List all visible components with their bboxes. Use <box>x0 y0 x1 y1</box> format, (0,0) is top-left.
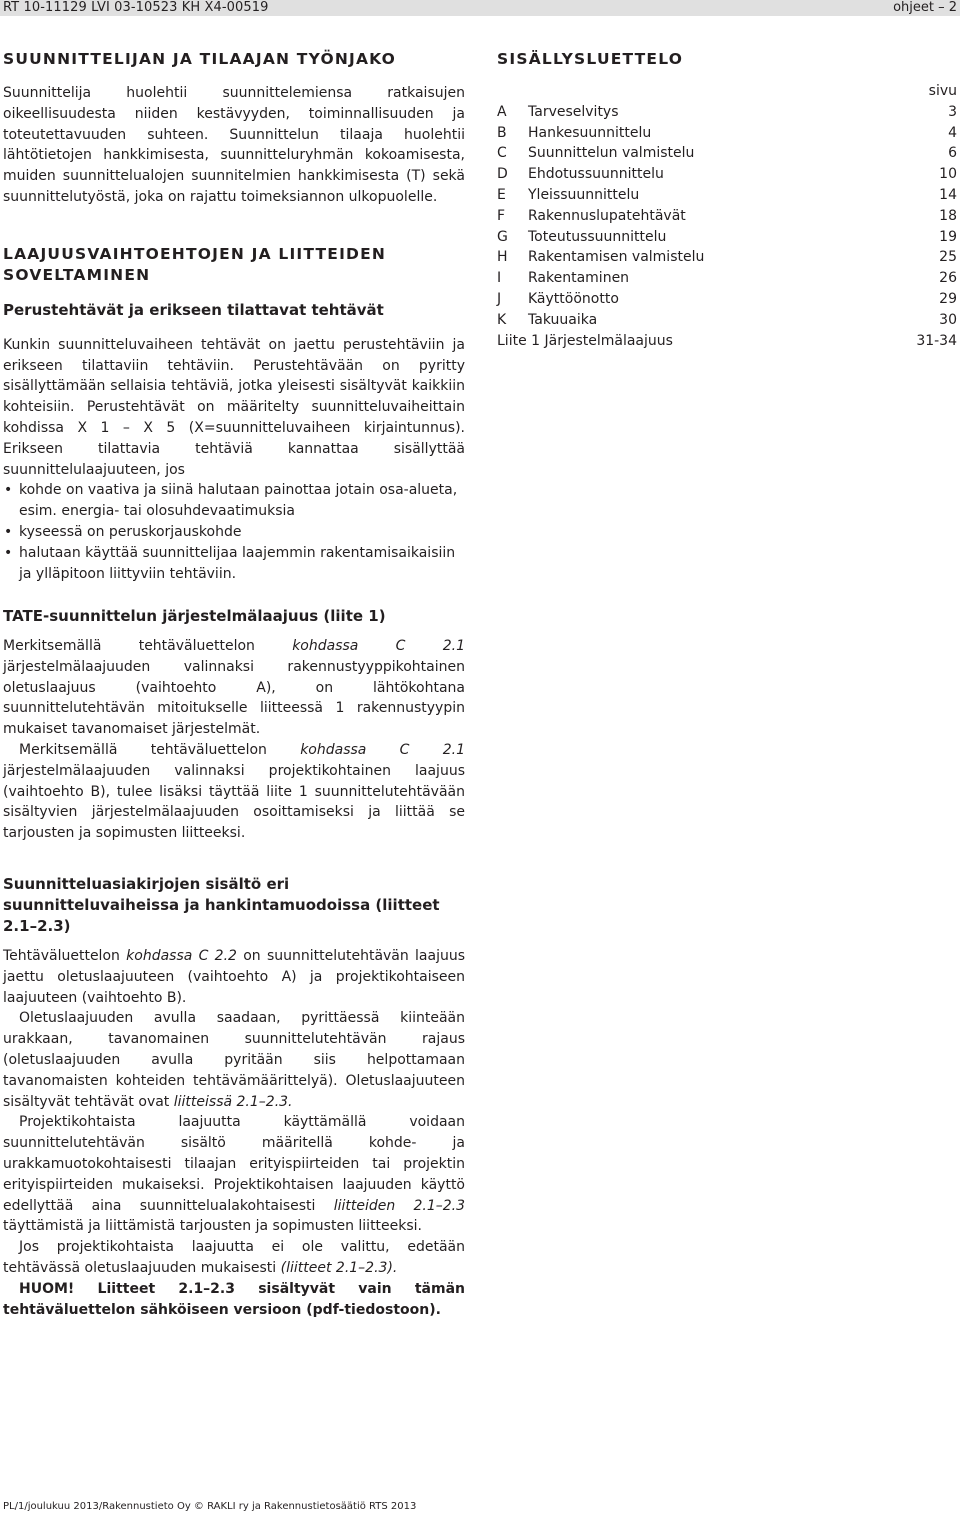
bullet-list <box>3 480 465 584</box>
toc-code: J <box>497 290 502 307</box>
toc-page: 10 <box>939 166 957 183</box>
paragraph-docs-4: Jos projektikohtaista laajuutta ei ole valittu, edetään tehtävässä oletuslaajuuden mukaisesti (liitteet 2.1–2.3). <box>3 1239 465 1276</box>
toc-row <box>497 143 957 164</box>
toc-row <box>497 268 957 289</box>
toc-row <box>497 247 957 268</box>
list-item: • halutaan käyttää suunnittelijaa laajemmin rakentamisaikaisiin ja ylläpitoon liittyviin tehtäviin. <box>3 543 465 585</box>
toc-label: Takuuaika <box>528 311 598 328</box>
toc-row <box>497 102 957 123</box>
toc-page: 19 <box>939 228 957 245</box>
page-header <box>0 0 960 16</box>
toc-label: Rakentamisen valmistelu <box>528 249 705 266</box>
toc-title: SISÄLLYSLUETTELO <box>497 50 684 68</box>
subheading-tate: TATE-suunnittelun järjestelmälaajuus (liite 1) <box>3 607 386 625</box>
toc-row <box>497 123 957 144</box>
toc-header-row <box>497 81 957 102</box>
toc-label: Suunnittelun valmistelu <box>528 145 695 162</box>
toc-row <box>497 206 957 227</box>
toc-page: 6 <box>948 145 957 162</box>
toc-page: 30 <box>939 311 957 328</box>
toc-label: Ehdotussuunnittelu <box>528 166 664 183</box>
toc-page: 14 <box>939 186 957 203</box>
page-number: ohjeet – 2 <box>893 0 957 15</box>
toc-row <box>497 289 957 310</box>
toc-page: 25 <box>939 249 957 266</box>
toc-code: E <box>497 186 506 203</box>
toc-page: 4 <box>948 124 957 141</box>
paragraph-tate-2: Merkitsemällä tehtäväluettelon kohdassa C 2.1 järjestelmälaajuuden valinnaksi projektikohtainen laajuus (vaihtoehto B), tulee lisäksi täyttää liite 1 suunnittelutehtävään sisältyvien järjestelmälaajuuden osoittamiseksi ja liittää se tarjousten ja sopimusten liitteeksi. <box>3 741 465 842</box>
toc-label: Rakentaminen <box>528 270 630 287</box>
toc-row <box>497 185 957 206</box>
toc-label: Yleissuunnittelu <box>528 186 640 203</box>
toc-page: 26 <box>939 270 957 287</box>
list-item: • kohde on vaativa ja siinä halutaan painottaa jotain osa-alueta, esim. energia- tai olosuhdevaatimuksia <box>3 480 465 522</box>
toc-code: C <box>497 145 507 162</box>
subheading-perustehtavat: Perustehtävät ja erikseen tilattavat tehtävät <box>3 300 384 319</box>
toc-table <box>497 81 957 351</box>
table-of-contents <box>497 49 957 351</box>
toc-row <box>497 227 957 248</box>
subheading-asiakirjat: Suunnitteluasiakirjojen sisältö eri suunnitteluvaiheissa ja hankintamuodoissa (liitteet 2.1–2.3) <box>3 874 440 935</box>
toc-code: I <box>497 270 502 287</box>
page-footer: PL/1/joulukuu 2013/Rakennustieto Oy © RAKLI ry ja Rakennustietosäätiö RTS 2013 <box>3 1501 417 1512</box>
toc-code: G <box>497 228 508 245</box>
toc-row-appendix <box>497 331 957 352</box>
paragraph-perustehtavat: Kunkin suunnitteluvaiheen tehtävät on jaettu perustehtäviin ja erikseen tilattaviin tehtäviin. Perustehtävään on pyritty sisällyttämään sellaisia tehtäviä, jotka yleisesti sisältyvät kaikkiin kohteisiin. Perustehtävät on määritelty suunnitteluvaiheittain kohdissa X 1 – X 5 (X=suunnitteluvaiheen kirjaintunnus). Erikseen tilattavia tehtäviä kannattaa sisällyttää suunnittelulaajuuteen, jos <box>3 336 465 478</box>
toc-code: A <box>497 103 507 120</box>
toc-label: Liite 1 Järjestelmälaajuus <box>497 332 673 349</box>
section-heading-laajuus: LAAJUUSVAIHTOEHTOJEN JA LIITTEIDEN SOVELTAMINEN <box>3 244 387 284</box>
toc-label: Hankesuunnittelu <box>528 124 652 141</box>
toc-page-header: sivu <box>928 83 957 99</box>
toc-code: D <box>497 166 508 183</box>
paragraph-docs-1: Tehtäväluettelon kohdassa C 2.2 on suunnittelutehtävän laajuus jaettu oletuslaajuuteen (vaihtoehto A) ja projektikohtaiseen laajuuteen (vaihtoehto B). <box>3 947 466 1006</box>
paragraph-tyonjako: Suunnittelija huolehtii suunnittelemiensa ratkaisujen oikeellisuudesta niiden kestävyyden, toiminnallisuuden ja toteutettavuuden suhteen. Suunnittelun tilaaja huolehtii lähtötietojen hankkimisesta, suunnitteluryhmän kokoamisesta, muiden suunnittelualojen suunnitelmien hankkimisesta (T) sekä suunnittelutyöstä, joka on rajattu toimeksiannon ulkopuolelle. <box>3 85 465 205</box>
list-item: • kyseessä on peruskorjauskohde <box>3 522 465 543</box>
left-column <box>3 49 465 584</box>
toc-page: 31-34 <box>916 332 957 349</box>
toc-code: F <box>497 207 506 224</box>
bottom-column <box>3 606 465 1320</box>
paragraph-docs-2: Oletuslaajuuden avulla saadaan, pyrittäessä kiinteään urakkaan, tavanomainen suunnittelutehtävän rajaus (oletuslaajuuden avulla pyritään siis helpottamaan tavanomaisten kohteiden tehtävämäärittelyä). Oletuslaajuuteen sisältyvät tehtävät ovat liitteissä 2.1–2.3. <box>3 1010 465 1110</box>
toc-label: Rakennuslupatehtävät <box>528 207 686 224</box>
toc-code: B <box>497 124 507 141</box>
document-codes: RT 10-11129 LVI 03-10523 KH X4-00519 <box>3 0 269 15</box>
paragraph-tate-1: Merkitsemällä tehtäväluettelon kohdassa C 2.1 järjestelmälaajuuden valinnaksi rakennustyyppikohtainen oletuslaajuus (vaihtoehto A), on lähtökohtana suunnittelutehtävän mitoitukselle liitteessä 1 rakennustyypin mukaiset tavanomaiset järjestelmät. <box>3 638 465 738</box>
paragraph-docs-3: Projektikohtaista laajuutta käyttämällä voidaan suunnittelutehtävän sisältö määritellä kohde- ja urakkamuotokohtaisesti tilaajan erityispiirteiden tai projektin erityispiirteiden mukaiseksi. Projektikohtaisen laajuuden käyttö edellyttää aina suunnittelualakohtaisesti liitteiden 2.1–2.3 täyttämistä ja liittämistä tarjousten ja sopimusten liitteeksi. <box>3 1114 465 1235</box>
toc-page: 18 <box>939 207 957 224</box>
toc-label: Käyttöönotto <box>528 290 619 307</box>
toc-code: K <box>497 311 507 328</box>
toc-page: 29 <box>939 290 957 307</box>
toc-code: H <box>497 249 508 266</box>
toc-label: Toteutussuunnittelu <box>528 228 667 245</box>
toc-page: 3 <box>948 103 957 120</box>
section-heading-tyonjako: SUUNNITTELIJAN JA TILAAJAN TYÖNJAKO <box>3 50 397 68</box>
toc-row <box>497 164 957 185</box>
note-huom: HUOM! Liitteet 2.1–2.3 sisältyvät vain tämän tehtäväluettelon sähköiseen versioon (pdf-tiedostoon). <box>3 1280 465 1318</box>
toc-row <box>497 310 957 331</box>
toc-label: Tarveselvitys <box>528 103 619 120</box>
